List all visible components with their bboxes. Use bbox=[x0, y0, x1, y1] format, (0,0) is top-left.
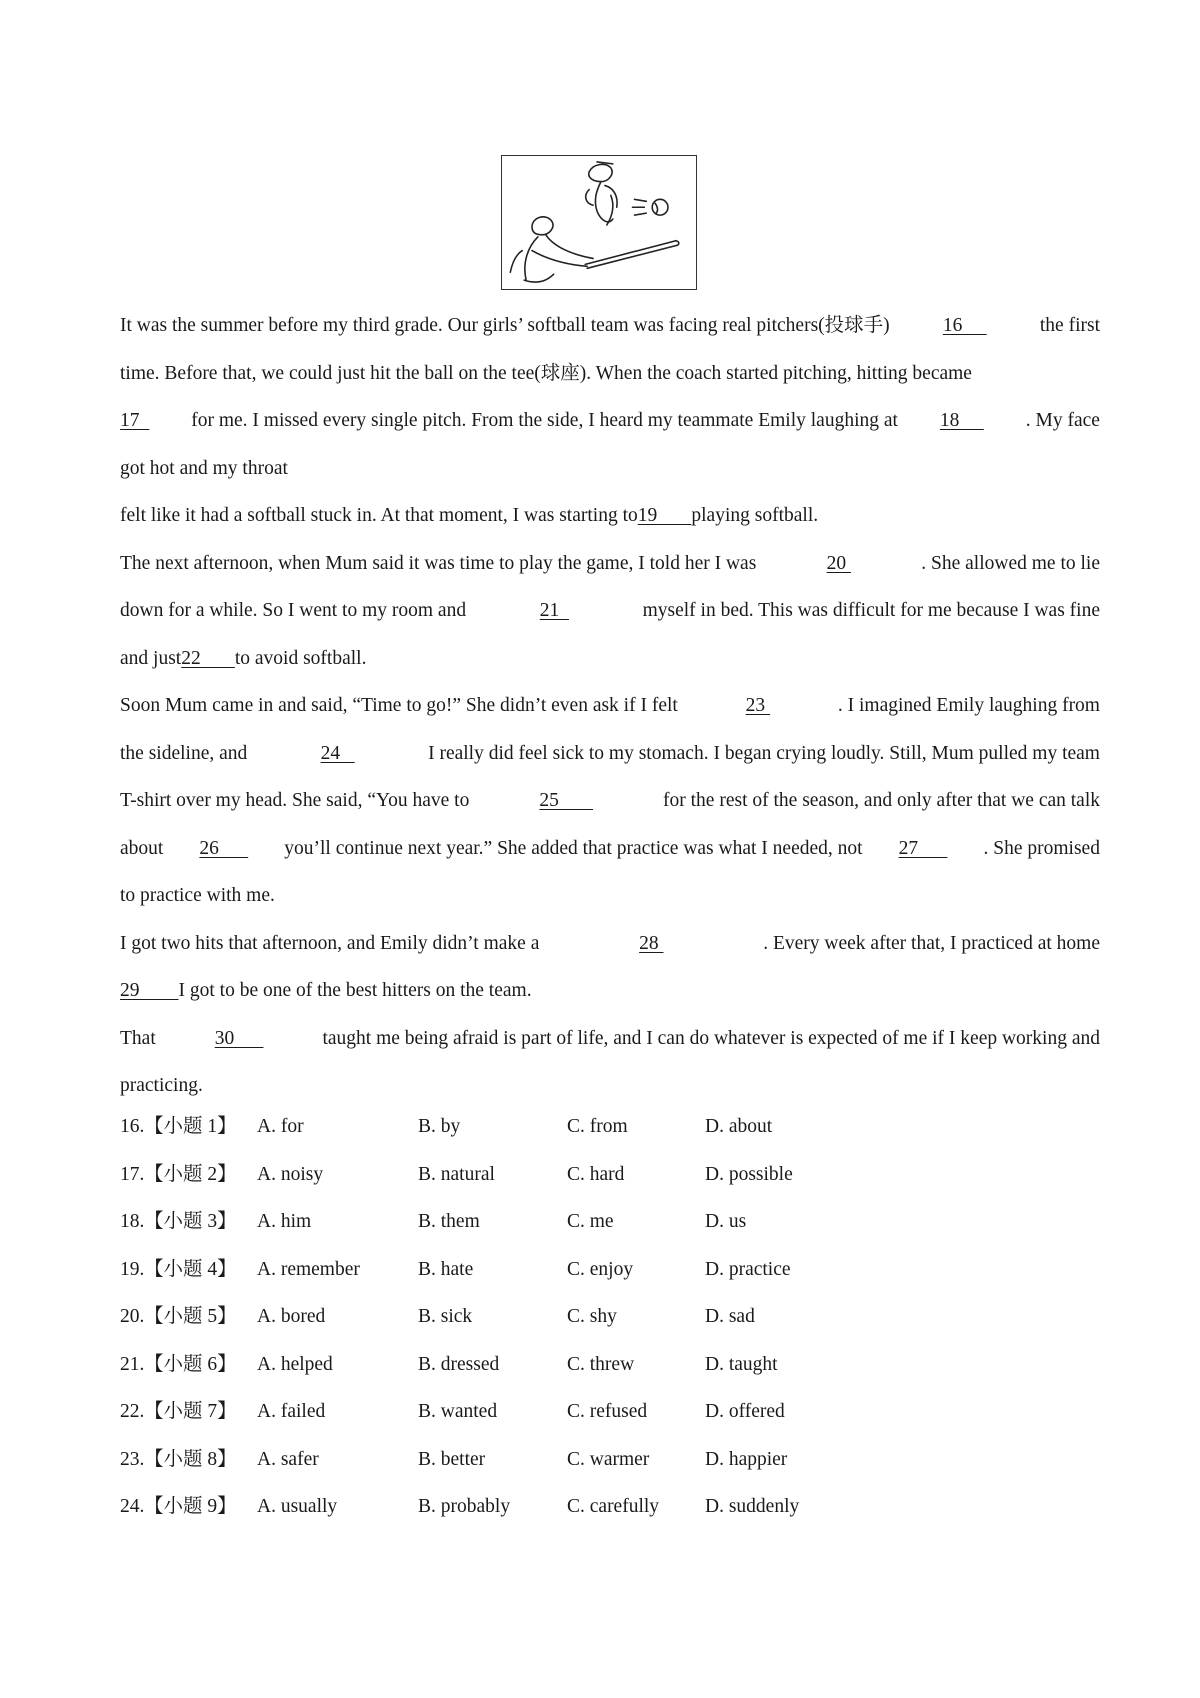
passage-line bbox=[120, 780, 1100, 828]
option-a: A. failed bbox=[257, 1401, 326, 1422]
passage-line bbox=[120, 305, 1100, 353]
question-row bbox=[120, 1250, 1020, 1298]
question-options bbox=[120, 1107, 1020, 1535]
question-tag: 【小题 5】 bbox=[144, 1306, 237, 1327]
blank-number: 27 bbox=[898, 837, 948, 859]
question-number: 18. bbox=[120, 1211, 145, 1232]
blank-number: 16 bbox=[942, 315, 987, 336]
passage-line bbox=[120, 1065, 1100, 1113]
option-b: B. sick bbox=[418, 1306, 473, 1327]
passage-line bbox=[120, 590, 1100, 638]
passage-text: I got to be one of the best hitters on the team. bbox=[178, 980, 532, 1001]
passage-text: you’ll continue next year.” She added that practice was what I needed, not bbox=[284, 837, 863, 859]
passage-text: got hot and my throat bbox=[120, 457, 288, 479]
option-d: D. taught bbox=[705, 1353, 778, 1375]
passage-line bbox=[120, 495, 1100, 543]
question-row bbox=[120, 1202, 1020, 1250]
option-b: B. natural bbox=[418, 1163, 495, 1185]
passage-line bbox=[120, 1018, 1100, 1066]
option-c: C. hard bbox=[567, 1163, 625, 1185]
question-tag: 【小题 4】 bbox=[144, 1258, 237, 1280]
passage-text: The next afternoon, when Mum said it was time to play the game, I told her I was bbox=[120, 552, 757, 574]
option-a: A. usually bbox=[257, 1496, 338, 1517]
passage-text: I got two hits that afternoon, and Emily didn’t make a bbox=[120, 932, 540, 954]
passage-text: T-shirt over my head. She said, “You have to bbox=[120, 790, 470, 811]
question-number: 17. bbox=[120, 1163, 145, 1185]
option-a: A. bored bbox=[257, 1306, 326, 1327]
blank-number: 25 bbox=[539, 790, 593, 811]
passage-text: for me. I missed every single pitch. From the side, I heard my teammate Emily laughing at bbox=[191, 410, 898, 431]
passage-text: felt like it had a softball stuck in. At that moment, I was starting to bbox=[120, 505, 638, 526]
blank-number: 28 bbox=[639, 932, 664, 954]
passage-text: to avoid softball. bbox=[234, 647, 367, 669]
question-number: 21. bbox=[120, 1353, 145, 1375]
passage-line bbox=[120, 543, 1100, 591]
option-c: C. warmer bbox=[567, 1448, 650, 1470]
blank-number: 19 bbox=[637, 505, 692, 526]
passage-text: playing softball. bbox=[691, 505, 819, 526]
question-number: 23. bbox=[120, 1448, 145, 1470]
passage-line bbox=[120, 733, 1100, 781]
option-d: D. practice bbox=[705, 1258, 791, 1280]
passage-text: . I imagined Emily laughing from bbox=[837, 695, 1100, 716]
passage-line bbox=[120, 400, 1100, 448]
question-number: 20. bbox=[120, 1306, 145, 1327]
question-row bbox=[120, 1440, 1020, 1488]
question-row bbox=[120, 1155, 1020, 1203]
option-d: D. offered bbox=[705, 1401, 785, 1422]
blank-number: 18 bbox=[939, 410, 984, 431]
option-a: A. noisy bbox=[257, 1163, 324, 1185]
question-number: 19. bbox=[120, 1258, 145, 1280]
option-a: A. for bbox=[257, 1116, 304, 1137]
passage-text: and just bbox=[120, 647, 182, 669]
question-row bbox=[120, 1345, 1020, 1393]
question-row bbox=[120, 1297, 1020, 1345]
question-tag: 【小题 6】 bbox=[144, 1353, 237, 1375]
passage-line bbox=[120, 353, 1100, 401]
passage bbox=[120, 305, 1100, 1113]
option-d: D. us bbox=[705, 1211, 747, 1232]
option-c: C. threw bbox=[567, 1353, 635, 1375]
question-tag: 【小题 9】 bbox=[144, 1496, 237, 1517]
passage-line bbox=[120, 970, 1100, 1018]
blank-number: 22 bbox=[181, 647, 235, 669]
passage-text: practicing. bbox=[120, 1075, 203, 1096]
blank-number: 23 bbox=[745, 695, 771, 716]
option-c: C. refused bbox=[567, 1401, 648, 1422]
option-c: C. enjoy bbox=[567, 1258, 634, 1280]
blank-number: 30 bbox=[214, 1027, 264, 1049]
option-b: B. better bbox=[418, 1448, 486, 1470]
passage-text: . She allowed me to lie bbox=[921, 552, 1100, 574]
question-tag: 【小题 7】 bbox=[144, 1401, 237, 1422]
question-tag: 【小题 2】 bbox=[144, 1163, 237, 1185]
passage-text: time. Before that, we could just hit the ball on the tee(球座). When the coach started pitching, hitting became bbox=[120, 362, 972, 384]
option-a: A. him bbox=[257, 1211, 312, 1232]
blank-number: 21 bbox=[539, 600, 569, 621]
option-c: C. me bbox=[567, 1211, 614, 1232]
option-b: B. probably bbox=[418, 1496, 511, 1517]
blank-number: 20 bbox=[826, 552, 851, 574]
passage-text: . She promised bbox=[983, 837, 1100, 859]
option-d: D. possible bbox=[705, 1163, 793, 1185]
passage-text: the sideline, and bbox=[120, 742, 248, 764]
passage-line bbox=[120, 448, 1100, 496]
passage-text: That bbox=[120, 1027, 156, 1049]
option-c: C. carefully bbox=[567, 1496, 660, 1517]
option-c: C. shy bbox=[567, 1306, 617, 1327]
passage-text: about bbox=[120, 837, 164, 859]
option-a: A. remember bbox=[257, 1258, 360, 1280]
softball-batter-pitcher-icon bbox=[502, 156, 696, 289]
question-row bbox=[120, 1487, 1020, 1535]
question-number: 24. bbox=[120, 1496, 145, 1517]
question-row bbox=[120, 1392, 1020, 1440]
option-a: A. helped bbox=[257, 1353, 333, 1375]
option-d: D. happier bbox=[705, 1448, 788, 1470]
option-d: D. sad bbox=[705, 1306, 755, 1327]
passage-line bbox=[120, 828, 1100, 876]
passage-text: myself in bed. This was difficult for me because I was fine bbox=[642, 600, 1100, 621]
passage-text: I really did feel sick to my stomach. I began crying loudly. Still, Mum pulled my team bbox=[428, 742, 1100, 764]
passage-text: . My face bbox=[1025, 410, 1100, 431]
option-b: B. dressed bbox=[418, 1353, 500, 1375]
question-row bbox=[120, 1107, 1020, 1155]
passage-text: to practice with me. bbox=[120, 885, 275, 906]
passage-text: It was the summer before my third grade. Our girls’ softball team was facing real pitchers(投球手) bbox=[120, 315, 890, 336]
blank-number: 24 bbox=[320, 742, 355, 764]
option-b: B. them bbox=[418, 1211, 480, 1232]
passage-text: down for a while. So I went to my room and bbox=[120, 600, 467, 621]
question-number: 22. bbox=[120, 1401, 145, 1422]
passage-text: . Every week after that, I practiced at home bbox=[763, 932, 1100, 954]
option-d: D. about bbox=[705, 1116, 773, 1137]
blank-number: 26 bbox=[199, 837, 249, 859]
passage-line bbox=[120, 923, 1100, 971]
option-d: D. suddenly bbox=[705, 1496, 800, 1517]
passage-line bbox=[120, 638, 1100, 686]
passage-text: for the rest of the season, and only after that we can talk bbox=[663, 790, 1100, 811]
passage-line bbox=[120, 875, 1100, 923]
blank-number: 29 bbox=[120, 980, 179, 1001]
option-b: B. hate bbox=[418, 1258, 474, 1280]
option-b: B. wanted bbox=[418, 1401, 498, 1422]
option-a: A. safer bbox=[257, 1448, 319, 1470]
question-tag: 【小题 1】 bbox=[144, 1116, 237, 1137]
option-b: B. by bbox=[418, 1116, 461, 1137]
question-number: 16. bbox=[120, 1116, 145, 1137]
passage-text: taught me being afraid is part of life, and I can do whatever is expected of me if I keep working and bbox=[322, 1027, 1100, 1049]
question-tag: 【小题 3】 bbox=[144, 1211, 237, 1232]
question-tag: 【小题 8】 bbox=[144, 1448, 237, 1470]
passage-line bbox=[120, 685, 1100, 733]
softball-illustration bbox=[501, 155, 697, 290]
option-c: C. from bbox=[567, 1116, 628, 1137]
passage-text: the first bbox=[1039, 315, 1100, 336]
passage-text: Soon Mum came in and said, “Time to go!” She didn’t even ask if I felt bbox=[120, 695, 678, 716]
blank-number: 17 bbox=[120, 410, 150, 431]
